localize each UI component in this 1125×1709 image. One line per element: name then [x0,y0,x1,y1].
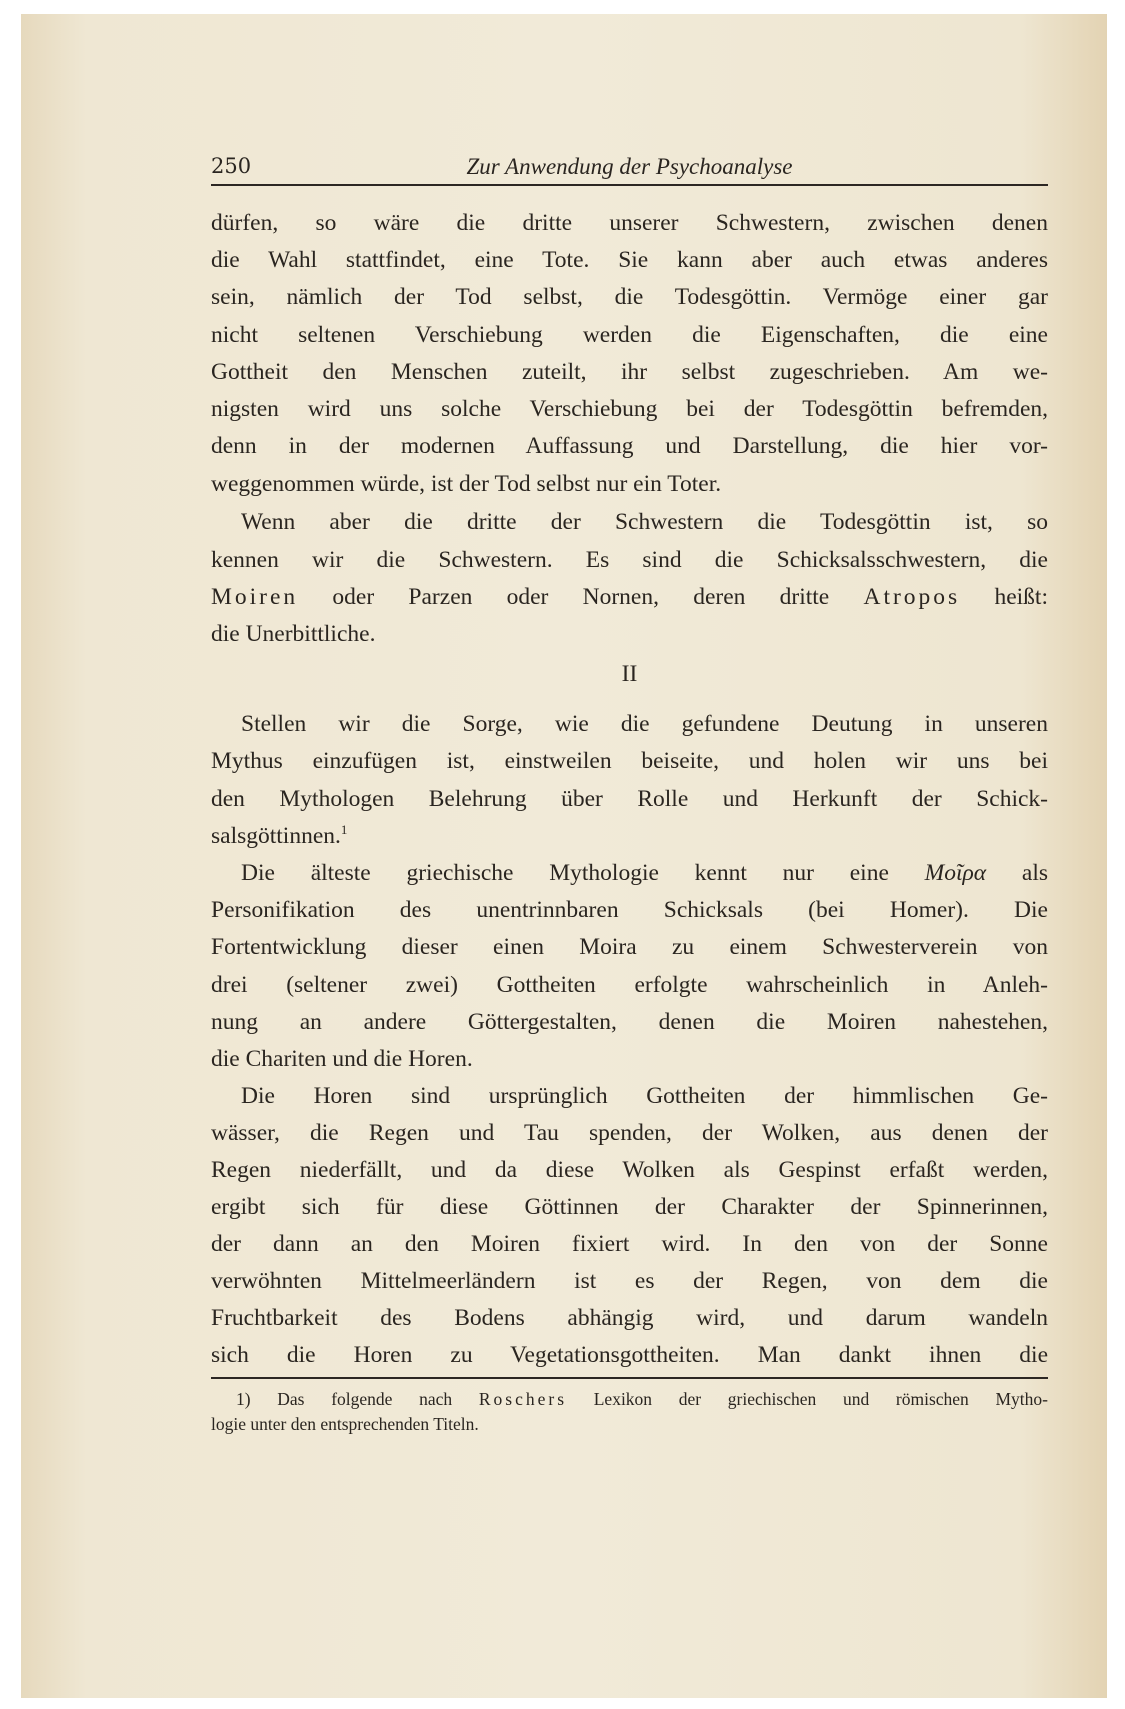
text-run: 1) Das folgende nach [236,1389,479,1409]
text-line: nung an andere Göttergestalten, denen die Moiren nahestehen, [211,1009,1048,1035]
greek-word: Μοῖρα [924,860,987,886]
footnote-line [236,1387,1048,1411]
text-run: heißt: [960,584,1048,610]
text-line: die Unerbittliche. [211,621,376,647]
text-line: der dann an den Moiren fixiert wird. In den von der Sonne [211,1231,1048,1257]
text-run: salsgöttinnen. [211,823,341,849]
text-line [211,582,1048,612]
page-number: 250 [211,154,252,178]
text-line: ergibt sich für diese Göttinnen der Charakter der Spinnerinnen, [211,1194,1048,1220]
text-line: wässer, die Regen und Tau spenden, der Wolken, aus denen der [211,1120,1048,1146]
text-line: Regen niederfällt, und da diese Wolken als Gespinst erfaßt werden, [211,1157,1048,1183]
text-line: Fruchtbarkeit des Bodens abhängig wird, und darum wandeln [211,1305,1048,1331]
text-line: sein, nämlich der Tod selbst, die Todesgöttin. Vermöge einer gar [211,284,1048,310]
footnote-line: logie unter den entsprechenden Titeln. [211,1414,479,1434]
spaced-name: Moiren [211,584,299,610]
text-line: kennen wir die Schwestern. Es sind die Schicksalsschwestern, die [211,547,1048,573]
text-line: Die Horen sind ursprünglich Gottheiten der himmlischen Ge- [241,1083,1048,1109]
text-line: Personifikation des unentrinnbaren Schicksals (bei Homer). Die [211,897,1048,923]
text-line: nigsten wird uns solche Verschiebung bei der Todesgöttin befremden, [211,396,1048,422]
text-run: als [986,860,1048,886]
spaced-name: Atropos [863,584,961,610]
text-line: nicht seltenen Verschiebung werden die Eigenschaften, die eine [211,322,1048,348]
text-line [211,821,1048,851]
footnote-marker[interactable]: 1 [340,822,348,838]
text-line: drei (seltener zwei) Gottheiten erfolgte wahrscheinlich in Anleh- [211,972,1048,998]
text-line: Fortentwicklung dieser einen Moira zu einem Schwesterverein von [211,934,1048,960]
text-line: Mythus einzufügen ist, einstweilen beiseite, und holen wir uns bei [211,748,1048,774]
text-line: verwöhnten Mittelmeerländern ist es der Regen, von dem die [211,1268,1048,1294]
text-line: weggenommen würde, ist der Tod selbst nur ein Toter. [211,471,722,497]
page-header [211,150,1048,186]
text-line: die Chariten und die Horen. [211,1046,473,1072]
text-line: sich die Horen zu Vegetationsgottheiten. Man dankt ihnen die [211,1342,1048,1368]
text-line: denn in der modernen Auffassung und Darstellung, die hier vor- [211,433,1048,459]
text-line: Wenn aber die dritte der Schwestern die Todesgöttin ist, so [241,509,1048,535]
text-line [241,858,1048,888]
text-run: Lexikon der griechischen und römischen Mytho- [567,1389,1048,1409]
running-title: Zur Anwendung der Psychoanalyse [466,154,793,179]
text-line: Stellen wir die Sorge, wie die gefundene Deutung in unseren [241,711,1048,737]
text-line: dürfen, so wäre die dritte unserer Schwestern, zwischen denen [211,210,1048,236]
text-run: oder Parzen oder Nornen, deren dritte [298,584,864,610]
text-line: Gottheit den Menschen zuteilt, ihr selbst zugeschrieben. Am we- [211,359,1048,385]
text-run: Die älteste griechische Mythologie kennt nur eine [241,860,925,886]
text-line: den Mythologen Belehrung über Rolle und Herkunft der Schick- [211,786,1048,812]
footnote-divider [211,1377,1048,1379]
spaced-name: Roschers [478,1389,568,1409]
section-heading: II [621,661,638,687]
text-line: die Wahl stattfindet, eine Tote. Sie kann aber auch etwas anderes [211,247,1048,273]
